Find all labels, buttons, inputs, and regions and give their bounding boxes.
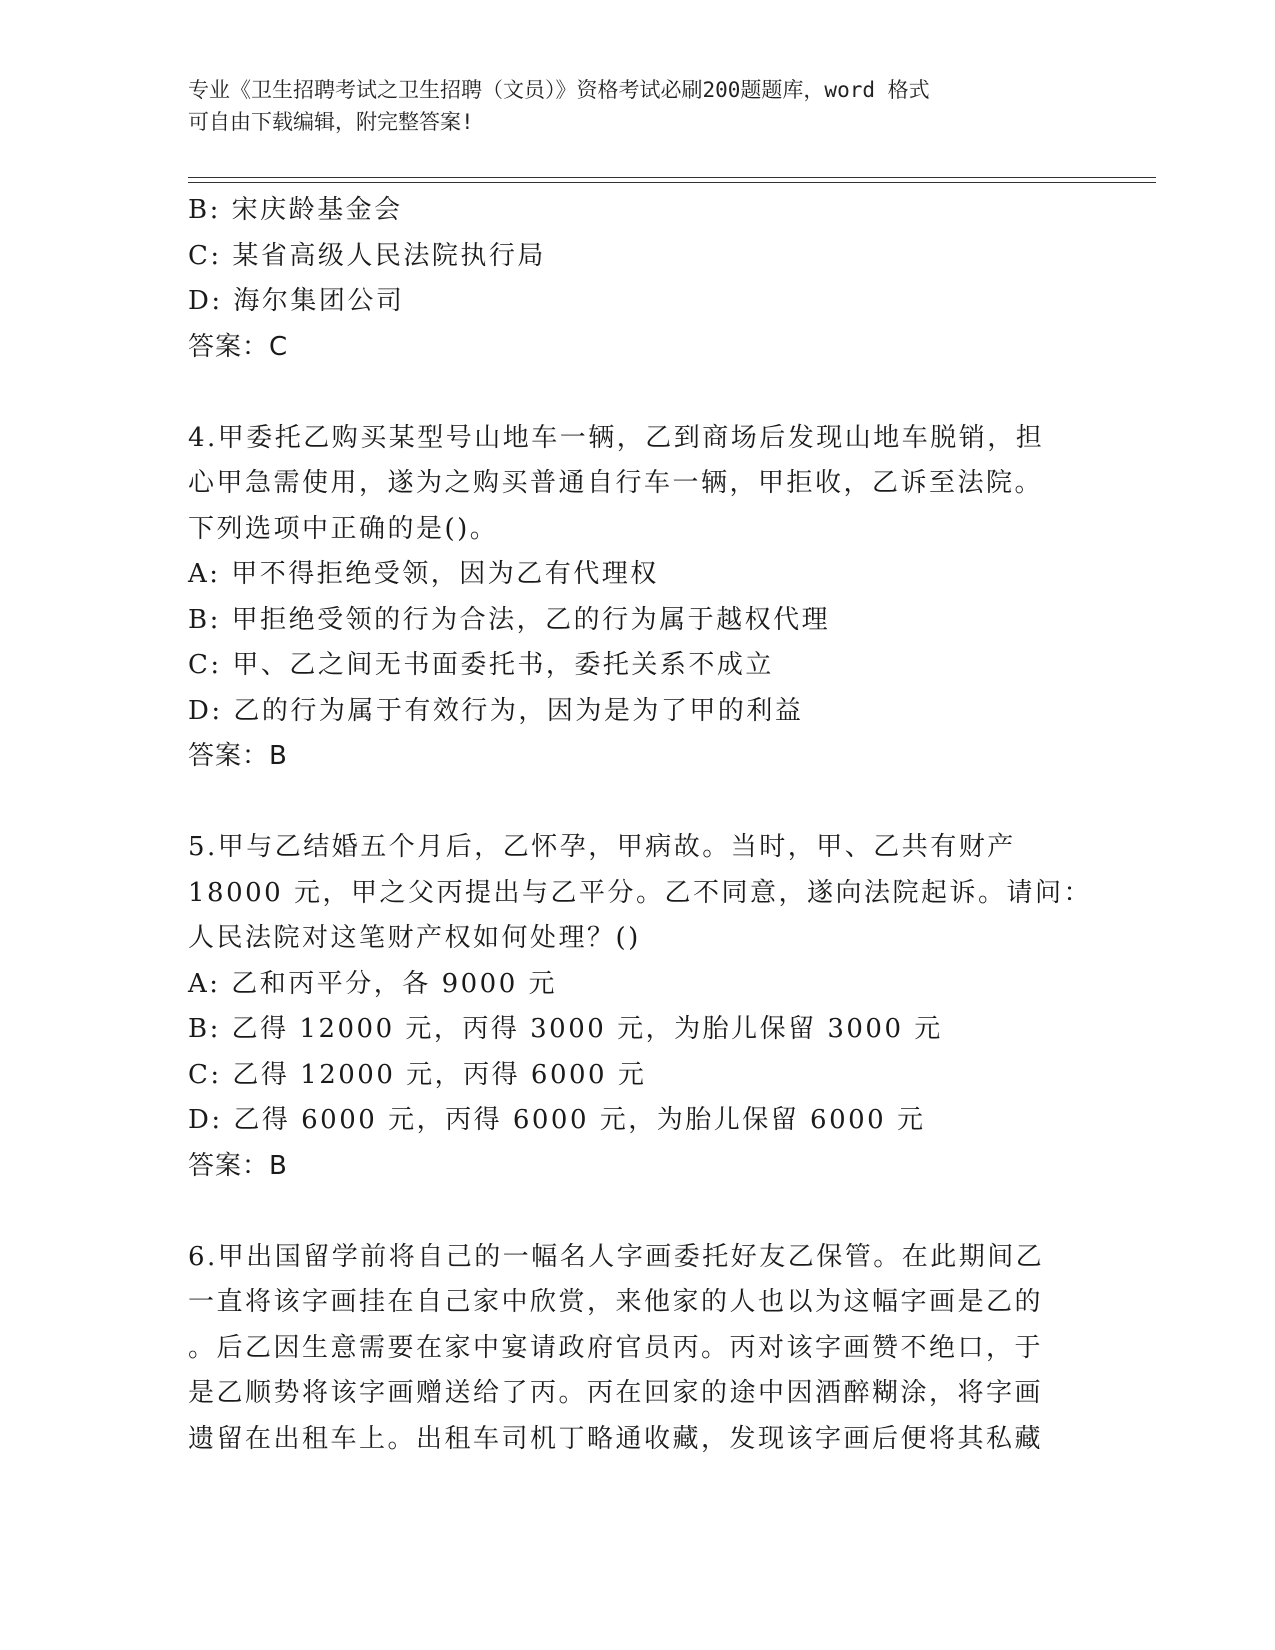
option-d: D: 海尔集团公司: [188, 286, 405, 316]
question-5: [188, 825, 1092, 1189]
answer-line: 答案：B: [188, 1150, 288, 1181]
option-b: B: 宋庆龄基金会: [188, 195, 403, 225]
option-b: B: 乙得 12000 元，丙得 3000 元，为胎儿保留 3000 元: [188, 1014, 943, 1044]
option-d: D: 乙的行为属于有效行为，因为是为了甲的利益: [188, 695, 804, 726]
question-3-tail: [188, 188, 1088, 370]
header-line-1: 专业《卫生招聘考试之卫生招聘（文员）》资格考试必刷200题题库，word 格式: [188, 78, 930, 102]
spacer: [188, 780, 1088, 826]
question-stem-line: 5.甲与乙结婚五个月后，乙怀孕，甲病故。当时，甲、乙共有财产: [188, 832, 1016, 862]
option-c: C: 甲、乙之间无书面委托书，委托关系不成立: [188, 650, 774, 680]
spacer: [188, 370, 1088, 416]
option-d: D: 乙得 6000 元，丙得 6000 元，为胎儿保留 6000 元: [188, 1105, 926, 1135]
option-c: C: 某省高级人民法院执行局: [188, 240, 546, 271]
answer-line: 答案：B: [188, 741, 288, 771]
page-header: [188, 74, 1068, 138]
question-stem-line: 遗留在出租车上。出租车司机丁略通收藏，发现该字画后便将其私藏: [188, 1423, 1044, 1454]
question-stem-line: 心甲急需使用，遂为之购买普通自行车一辆，甲拒收，乙诉至法院。: [188, 468, 1044, 498]
document-body: [188, 188, 1092, 1462]
header-divider-top: [188, 177, 1156, 178]
option-b: B: 甲拒绝受领的行为合法，乙的行为属于越权代理: [188, 604, 831, 635]
spacer: [188, 1189, 1088, 1235]
question-stem-line: 人民法院对这笔财产权如何处理？(): [188, 923, 641, 953]
header-divider-bottom: [188, 182, 1156, 183]
option-c: C: 乙得 12000 元，丙得 6000 元: [188, 1059, 647, 1090]
question-stem-line: 一直将该字画挂在自己家中欣赏，来他家的人也以为这幅字画是乙的: [188, 1287, 1044, 1317]
question-stem-line: 。后乙因生意需要在家中宴请政府官员丙。丙对该字画赞不绝口，于: [188, 1332, 1044, 1363]
question-6: [188, 1235, 1088, 1463]
question-stem-line: 是乙顺势将该字画赠送给了丙。丙在回家的途中因酒醉糊涂，将字画: [188, 1378, 1044, 1408]
option-a: A: 甲不得拒绝受领，因为乙有代理权: [188, 559, 659, 589]
question-stem-line: 18000 元，甲之父丙提出与乙平分。乙不同意，遂向法院起诉。请问：: [188, 877, 1092, 908]
question-4: [188, 416, 1088, 780]
question-stem-line: 4.甲委托乙购买某型号山地车一辆，乙到商场后发现山地车脱销，担: [188, 422, 1045, 453]
option-a: A: 乙和丙平分，各 9000 元: [188, 968, 557, 999]
question-stem-line: 下列选项中正确的是()。: [188, 513, 499, 544]
header-line-2: 可自由下载编辑，附完整答案!: [188, 110, 474, 134]
question-stem-line: 6.甲出国留学前将自己的一幅名人字画委托好友乙保管。在此期间乙: [188, 1241, 1045, 1272]
answer-line: 答案：C: [188, 331, 289, 362]
